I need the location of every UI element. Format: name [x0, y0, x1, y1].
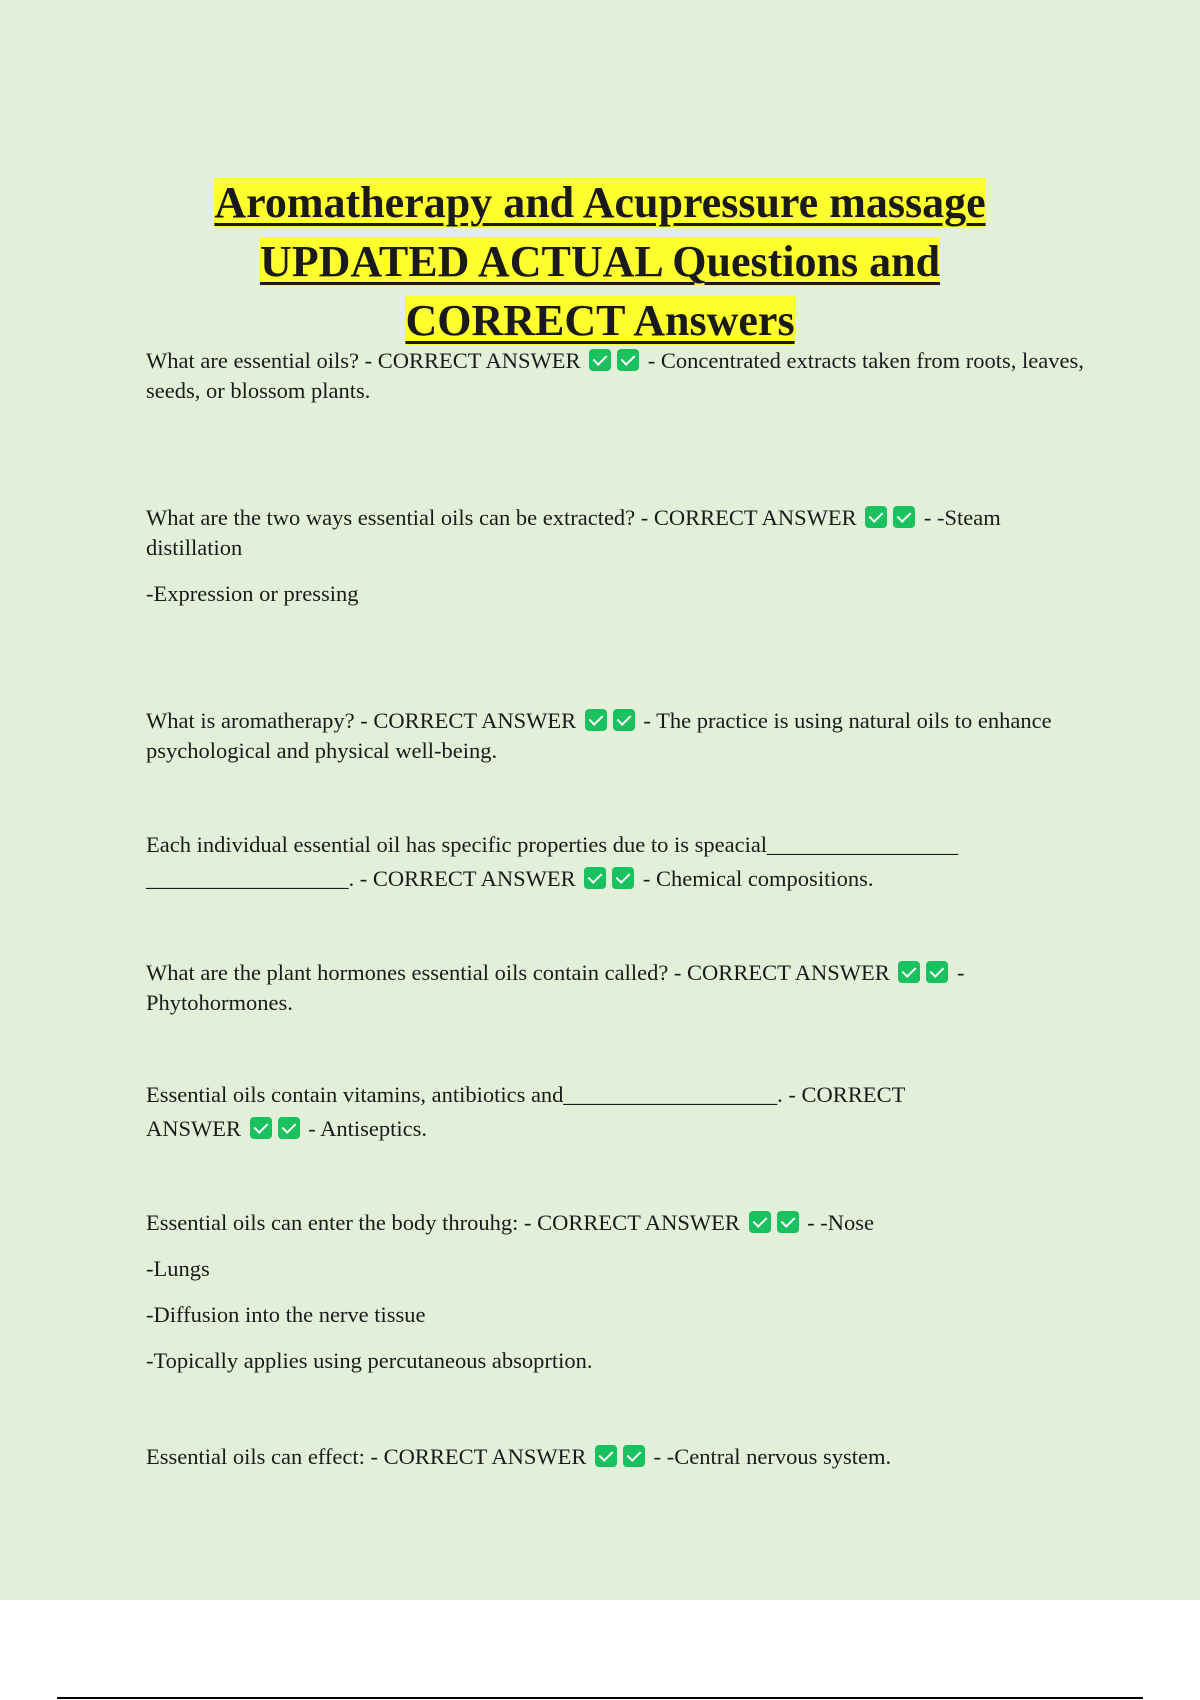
check-mark-icon — [612, 867, 634, 889]
answer-text: - Chemical compositions. — [642, 866, 874, 891]
check-mark-icon — [584, 867, 606, 889]
question-text: What are essential oils? - CORRECT ANSWER — [146, 348, 581, 373]
answer-extra-line: -Lungs — [146, 1256, 210, 1281]
qa-text — [146, 1114, 1086, 1144]
answer-extra-line: -Expression or pressing — [146, 581, 359, 606]
qa-item — [146, 503, 1086, 609]
answer-text: - Concentrated extracts taken from roots, leaves, seeds, or blossom plants. — [146, 348, 1084, 403]
qa-item — [146, 830, 1086, 894]
check-mark-icon — [585, 709, 607, 731]
question-text: Essential oils can enter the body throuhg: - CORRECT ANSWER — [146, 1210, 740, 1235]
qa-text — [146, 864, 1086, 894]
question-text: What is aromatherapy? - CORRECT ANSWER — [146, 708, 577, 733]
answer-text: - -Central nervous system. — [653, 1444, 892, 1469]
qa-list — [146, 346, 1086, 1472]
qa-item — [146, 706, 1086, 766]
check-mark-icon — [865, 506, 887, 528]
qa-item — [146, 958, 1086, 1018]
answer-text: - Phytohormones. — [146, 960, 965, 1015]
check-mark-icon — [589, 349, 611, 371]
answer-text: - -Steam distillation — [146, 505, 1001, 560]
question-text-line-2: __________________. - CORRECT ANSWER — [146, 866, 576, 891]
question-text-line-1: Each individual essential oil has specific properties due to is speacial_________________ — [146, 832, 959, 857]
answer-extra-line: -Diffusion into the nerve tissue — [146, 1302, 426, 1327]
answer-text: - -Nose — [807, 1210, 875, 1235]
check-mark-icon — [623, 1445, 645, 1467]
answer-extra-line: -Topically applies using percutaneous absoprtion. — [146, 1348, 593, 1373]
check-mark-icon — [893, 506, 915, 528]
qa-item — [146, 1208, 1086, 1376]
qa-item — [146, 1080, 1086, 1144]
question-text: What are the two ways essential oils can be extracted? - CORRECT ANSWER — [146, 505, 857, 530]
qa-text — [146, 1208, 1086, 1238]
check-mark-icon — [777, 1211, 799, 1233]
check-mark-icon — [278, 1117, 300, 1139]
check-mark-icon — [617, 349, 639, 371]
qa-text — [146, 1442, 1086, 1472]
question-text: What are the plant hormones essential oils contain called? - CORRECT ANSWER — [146, 960, 890, 985]
question-text-line-1: Essential oils contain vitamins, antibiotics and___________________. - CORRECT — [146, 1082, 906, 1107]
qa-text — [146, 958, 1086, 1018]
check-mark-icon — [926, 961, 948, 983]
question-text: Essential oils can effect: - CORRECT ANSWER — [146, 1444, 587, 1469]
qa-text — [146, 503, 1086, 563]
answer-text: - Antiseptics. — [308, 1116, 427, 1141]
check-mark-icon — [595, 1445, 617, 1467]
document-title — [100, 173, 1100, 350]
check-mark-icon — [250, 1117, 272, 1139]
title-line-3: CORRECT Answers — [405, 296, 795, 346]
title-line-1: Aromatherapy and Acupressure massage — [214, 178, 986, 228]
check-mark-icon — [749, 1211, 771, 1233]
qa-text — [146, 346, 1086, 406]
question-text-line-2: ANSWER — [146, 1116, 241, 1141]
check-mark-icon — [613, 709, 635, 731]
qa-text — [146, 706, 1086, 766]
check-mark-icon — [898, 961, 920, 983]
answer-text: - The practice is using natural oils to enhance psychological and physical well-being. — [146, 708, 1052, 763]
footer-rule — [57, 1697, 1143, 1699]
qa-item — [146, 346, 1086, 406]
title-line-2: UPDATED ACTUAL Questions and — [259, 237, 941, 287]
qa-item — [146, 1442, 1086, 1472]
